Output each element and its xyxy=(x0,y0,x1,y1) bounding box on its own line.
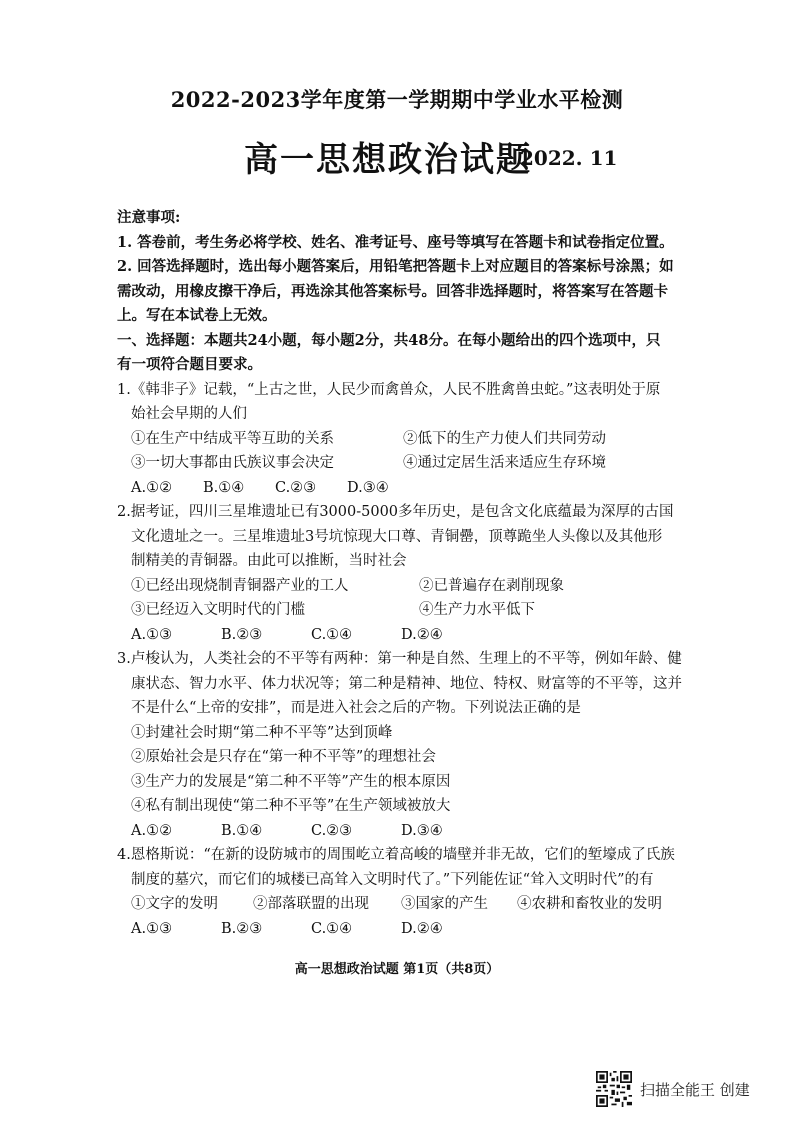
answer-choice: B.①④ xyxy=(203,479,245,496)
answer-choice: C.②③ xyxy=(275,479,317,496)
section-heading: 一、选择题：本题共24小题，每小题2分，共48分。在每小题给出的四个选项中，只 xyxy=(117,331,661,349)
notice-heading: 注意事项: xyxy=(117,209,181,226)
question-4 xyxy=(117,843,697,941)
option: ④生产力水平低下 xyxy=(419,602,535,618)
answer-choice: A.①② xyxy=(131,479,173,496)
option: ②部落联盟的出现 xyxy=(253,896,369,912)
question-3 xyxy=(117,647,697,843)
question-stem: 制度的墓穴，而它们的城楼已高耸入文明时代了。”下列能佐证“耸入文明时代”的有 xyxy=(131,871,654,888)
answer-choice: C.②③ xyxy=(311,822,353,839)
answer-choice: B.②③ xyxy=(221,920,263,937)
option: ①在生产中结成平等互助的关系 xyxy=(131,430,334,447)
option: ①已经出现烧制青铜器产业的工人 xyxy=(131,577,349,594)
question-stem: 始社会早期的人们 xyxy=(131,406,247,422)
notice-line: 上。写在本试卷上无效。 xyxy=(117,307,277,324)
answer-choice: A.①③ xyxy=(131,920,173,937)
option-row xyxy=(117,427,697,452)
answer-choice: C.①④ xyxy=(311,920,353,937)
exam-title: 2022-2023学年度第一学期期中学业水平检测 xyxy=(170,87,624,112)
option: ①封建社会时期“第二种不平等”达到顶峰 xyxy=(131,724,393,741)
question-stem: 1.《韩非子》记载，“上古之世，人民少而禽兽众，人民不胜禽兽虫蛇。”这表明处于原 xyxy=(117,381,661,398)
question-2 xyxy=(117,500,697,647)
qr-code-icon xyxy=(596,1071,632,1107)
question-stem: 3.卢梭认为，人类社会的不平等有两种：第一种是自然、生理上的不平等，例如年龄、健 xyxy=(117,651,682,667)
option: ④通过定居生活来适应生存环境 xyxy=(403,455,606,471)
answer-choice: B.①④ xyxy=(221,822,263,839)
option: ③已经迈入文明时代的门槛 xyxy=(131,602,305,618)
answer-choice: D.②④ xyxy=(401,626,443,643)
option-row xyxy=(117,892,697,917)
exam-date: 2022. 11 xyxy=(520,146,618,170)
option: ③国家的产生 xyxy=(401,896,488,912)
question-stem: 不是什么“上帝的安排”，而是进入社会之后的产物。下列说法正确的是 xyxy=(131,700,581,716)
option-row xyxy=(117,451,697,476)
option: ②低下的生产力使人们共同劳动 xyxy=(403,430,606,447)
scanner-label: 扫描全能王 创建 xyxy=(640,1080,750,1099)
question-1 xyxy=(117,378,697,501)
option: ④私有制出现使“第二种不平等”在生产领域被放大 xyxy=(131,798,451,814)
question-stem: 4.恩格斯说：“在新的设防城市的周围屹立着高峻的墙壁并非无故，它们的堑壕成了氏族 xyxy=(117,847,675,863)
option-row xyxy=(117,574,697,599)
question-stem: 2.据考证，四川三星堆遗址已有3000-5000多年历史，是包含文化底蕴最为深厚的古国 xyxy=(117,504,674,520)
subject-title: 高一思想政治试题 xyxy=(244,140,532,180)
answer-row xyxy=(117,623,697,648)
exam-content xyxy=(117,206,697,941)
notice-line: 1. 答卷前，考生务必将学校、姓名、准考证号、座号等填写在答题卡和试卷指定位置。 xyxy=(117,233,674,251)
option: ③生产力的发展是“第二种不平等”产生的根本原因 xyxy=(131,773,451,790)
option: ④农耕和畜牧业的发明 xyxy=(517,896,662,912)
notice-line: 需改动，用橡皮擦干净后，再选涂其他答案标号。回答非选择题时，将答案写在答题卡 xyxy=(117,282,668,300)
option: ②原始社会是只存在“第一种不平等”的理想社会 xyxy=(131,749,436,765)
option-row xyxy=(117,598,697,623)
question-stem: 文化遗址之一。三星堆遗址3号坑惊现大口尊、青铜罍，顶尊跪坐人头像以及其他形 xyxy=(131,528,663,545)
answer-row xyxy=(117,917,697,942)
answer-choice: A.①③ xyxy=(131,626,173,643)
question-stem: 康状态、智力水平、体力状况等；第二种是精神、地位、特权、财富等的不平等，这并 xyxy=(131,675,682,692)
answer-choice: D.③④ xyxy=(347,479,389,496)
page-footer: 高一思想政治试题 第1页（共8页） xyxy=(294,962,500,977)
answer-row xyxy=(117,819,697,844)
answer-choice: D.③④ xyxy=(401,822,443,839)
answer-choice: A.①② xyxy=(131,822,173,839)
answer-choice: C.①④ xyxy=(311,626,353,643)
notice-line: 2. 回答选择题时，选出每小题答案后，用铅笔把答题卡上对应题目的答案标号涂黑；如 xyxy=(117,258,674,275)
answer-choice: B.②③ xyxy=(221,626,263,643)
question-stem: 制精美的青铜器。由此可以推断，当时社会 xyxy=(131,553,407,569)
answer-row xyxy=(117,476,697,501)
option: ③一切大事都由氏族议事会决定 xyxy=(131,455,334,471)
option: ①文字的发明 xyxy=(131,896,218,912)
answer-choice: D.②④ xyxy=(401,920,443,937)
section-heading: 有一项符合题目要求。 xyxy=(117,356,262,373)
scanner-watermark xyxy=(596,1069,750,1109)
option: ②已普遍存在剥削现象 xyxy=(419,577,564,594)
